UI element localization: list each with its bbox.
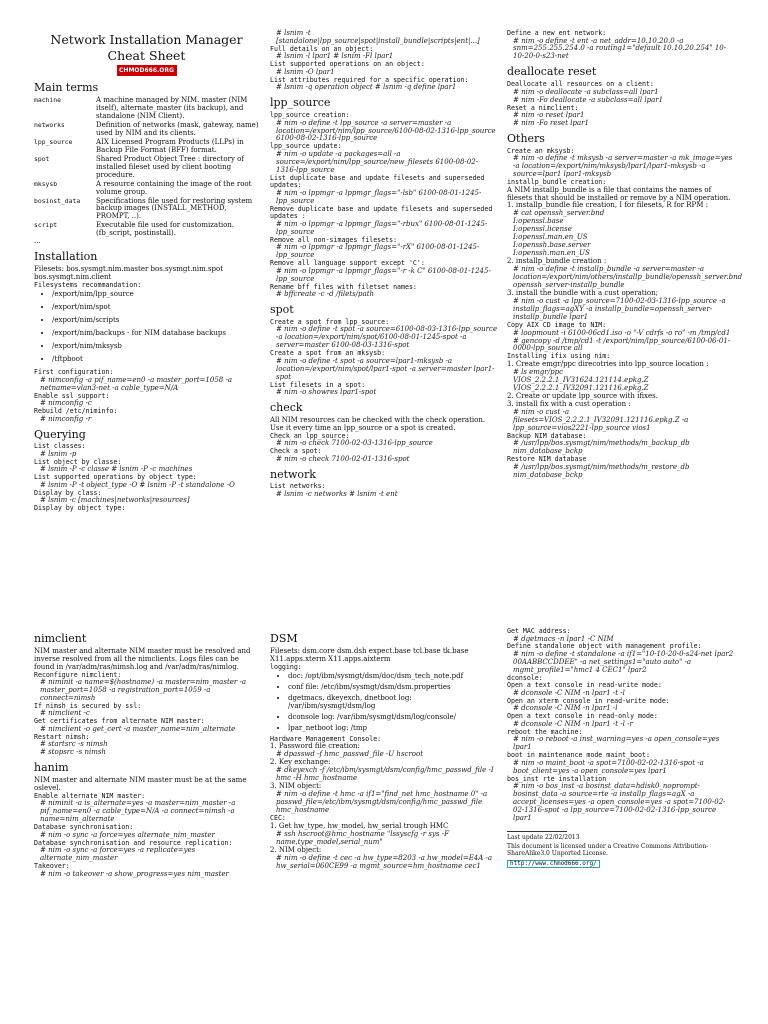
filesystems-label: Filesystems recommandation: (34, 280, 142, 289)
query-command: # lsnim -p (40, 449, 77, 458)
check-label: Check an lpp_source: (270, 431, 350, 440)
others-label: Backup NIM database: (507, 431, 587, 440)
others-command: # nim -o cust -a filesets=VIOS_2.2.2.1_IV32091.121116.epkg.Z -a lpp_source=vios2221-lpp_source vios1 (513, 407, 689, 432)
others-command: # gencopy -d /tmp/cd1 -t /export/nim/lpp_source/6100-06-01-0000-lpp_source all (513, 336, 731, 353)
dsm-command: # nim -o define -t cec -a hw_type=8203 -a hw_model=E4A -a hw_serial=060CE99 -a mgmt_source=hm_hostname cec1 (276, 853, 493, 870)
others-label: Create an mksysb: (507, 146, 575, 155)
lpp-command: # nim -o define -t lpp_source -a server=master -a location=/export/nim/lpp_source/6100-08-02-1316-lpp_source 6100-08-02-1316-lpp_source (276, 118, 496, 143)
spot-heading: spot (270, 303, 294, 317)
list-item: • conf file: /etc/ibm/sysmgt/dsm/dsm.properties (288, 684, 498, 692)
column-3-top (507, 29, 743, 480)
ssl-label: Enable ssl support: (34, 391, 110, 400)
ifix-file: VIOS_2.2.2.1_IV31624.121114.epkg.Z (513, 375, 649, 384)
dsm-label: Define standalone object with management profile: (507, 642, 702, 651)
term-definition: Shared Product Object Tree : directory of installed fileset used by client booting procedure. (96, 154, 244, 179)
lpp-source-heading: lpp_source (270, 96, 331, 110)
others-label: Restore NIM database (507, 455, 587, 464)
dsm-text: 1. Get hw_type, hw_model, hw_serial trough HMC (270, 821, 449, 830)
lpp-command: # nim -o update -a packages=all -a source=/export/nim/lpp_source/new_filesets 6100-08-02-1316-lpp_source (276, 149, 479, 174)
website-link[interactable]: http://www.chmod666.org/ (507, 860, 600, 869)
footer-divider (507, 831, 567, 832)
term-definition: A resource containing the image of the root volume group. (96, 179, 252, 196)
query-command: # lsnim -P -c classe # lsnim -P -c machines (40, 465, 193, 474)
nimclient-command: # nimclient -c (40, 709, 90, 718)
ent-network-label: Define a new ent network: (507, 29, 607, 37)
dsm-label: Open a text console in read-write mode: (507, 681, 662, 690)
bundle-line: I:openssl.man.en_US (513, 233, 588, 242)
others-text: 3. install fix with a cust operation : (507, 399, 631, 408)
dsm-command: # nim -o maint_boot -a spot=7100-02-02-1316-spot -a boot_client=yes -a open_console=yes lpar1 (513, 758, 704, 775)
dsm-filesets: Filesets: dsm.core dsm.dsh expect.base tcl.base tk.base X11.apps.xterm X11.apps.aixterm (270, 646, 469, 663)
rebuild-label: Rebuild /etc/niminfo: (34, 407, 118, 416)
bundle-line: I:openssl.base (513, 217, 564, 226)
nimclient-command: # stopsrc -s nimsh (40, 748, 106, 757)
hanim-command: # nim -o sync -a force=yes -a replicate=yes alternate_nim_master (40, 846, 196, 863)
bundle-line: I:openssh.man.en_US (513, 249, 590, 258)
last-update: Last update 22/02/2013 (507, 834, 580, 842)
hanim-label: Database synchronisation: (34, 823, 134, 832)
first-config-label: First configuration: (34, 368, 114, 377)
license-text: This document is licensed under a Creative Commons Attribution-ShareAlike3.0 Unported License. (507, 842, 709, 857)
term-key: networks (34, 120, 65, 129)
spot-label: Create a spot from lpp_source: (270, 317, 390, 326)
dsm-label: bos_inst rte installation (507, 774, 607, 783)
dsm-label: dconsole: (507, 673, 543, 682)
list-item: • /export/nim/spot (52, 304, 259, 312)
column-2-bottom (270, 628, 498, 870)
others-text: 2. Create or update lpp_source with ifixes. (507, 391, 658, 400)
ssl-command: # nimconfig -c (40, 399, 92, 408)
installation-filesets: Filesets: bos.sysmgt.nim.master bos.sysmgt.nim.spot bos.sysmgt.nim.client (34, 264, 224, 281)
others-command: # cat openssh_server.bnd (513, 209, 605, 218)
lpp-command: # nim -o lppmgr -a lppmgr_flags="-rbux" 6100-08-01-1245-lpp_source (276, 219, 488, 236)
first-config-command: # nimconfig -a pif_name=en0 -a master_port=1058 -a netname=vlan3-net -a cable_type=N/A (40, 375, 232, 392)
ops-label: List supported operations on an object: (270, 60, 425, 69)
dsm-command: # nim -o define -t hmc -a if1="find_net hmc_hostname 0" -a passwd_file=/etc/ibm/sysmgt/dsm/config/hmc_passwd_file hmc_hostname (276, 790, 488, 815)
term-definition: Definition of networks (mask, gateway, name) used by NIM and its clients. (96, 120, 259, 137)
dsm-command: # dconsole -C NIM -n lpar1 -t -l -r (513, 719, 633, 728)
lpp-label: Remove all language support except 'C': (270, 259, 425, 268)
nimclient-label: Restart nimsh: (34, 732, 90, 741)
lpp-label: lpp_source creation: (270, 111, 350, 120)
others-label: Installing ifix using nim: (507, 352, 611, 361)
dsm-logs-list (270, 673, 498, 733)
others-text: 1. installp_bundle file creation, I for filesets, R for RPM : (507, 201, 708, 210)
list-item: • /export/nim/mksysb (52, 343, 259, 351)
others-command: # loopmount -i 6100-06cd1.iso -o "-V cdrfs -o ro" -m /tmp/cd1 (513, 328, 731, 337)
hanim-label: Enable alternate NIM master: (34, 791, 146, 800)
others-command: # nim -o define -t mksysb -a server=master -a mk_image=yes -a location=/export/nim/mksysb/lpar1/lpar1-mksysb -a source=lpar1 lpar1-mksysb (513, 154, 733, 179)
hanim-label: Takeover: (34, 862, 70, 871)
column-2-top (270, 30, 498, 499)
cec-label: CEC: (270, 814, 286, 823)
list-item: • lpar_netboot log: /tmp (288, 725, 498, 733)
dsm-text: 3. NIM object: (270, 782, 322, 791)
check-text: All NIM resources can be checked with the check operation. Use it every time an lpp_source or a spot is created. (270, 415, 486, 432)
query-label: Display by object type: (34, 504, 126, 513)
hanim-command: # nim -o sync -a force=yes alternate_nim_master (40, 830, 215, 839)
query-label: List supported operations by object type: (34, 473, 197, 482)
dsm-command: # dkeyexch -f /etc/ibm/sysmgt/dsm/config/hmc_passwd_file -I hmc -H hmc_hostname (276, 766, 494, 783)
term-key: mksysb (34, 179, 58, 188)
filesystems-list (34, 291, 259, 364)
others-label: installp_bundle creation: (507, 178, 607, 187)
bundle-line: I:openssl.license (513, 225, 572, 234)
list-item: • /export/nim/backups - for NIM database backups (52, 330, 259, 338)
network-label: List networks: (270, 482, 326, 491)
hanim-label: Database synchronisation and resource replication: (34, 838, 233, 847)
term-key: bosinst_data (34, 196, 81, 205)
spot-command: # nim -o define -t spot -a source=6100-08-03-1316-lpp_source -a location=/export/nim/spot/6100-08-01-1245-spot -a server=master 6100-08-03-1316-spot (276, 325, 498, 350)
attrs-label: List attributes required for a specific operation: (270, 75, 469, 84)
query-command: # lsnim -c [machines|networks|resources] (40, 496, 190, 505)
nimclient-label: Reconfigure nimclient: (34, 670, 122, 679)
others-text: A NIM installp_bundle is a file that contains the names of filesets that should be installed or remove by a NIM operation. (507, 185, 731, 202)
spot-label: List filesets in a spot: (270, 380, 366, 389)
hanim-text: NIM master and alternate NIM master must be at the same oslevel. (34, 776, 247, 792)
lpp-label: Remove duplicate base and update filesets and superseded updates : (270, 204, 493, 221)
lpp-command: # nim -o lppmgr -a lppmgr_flags="-lsb" 6100-08-01-1245-lpp_source (276, 188, 482, 205)
page-title: Network Installation Manager Cheat Sheet (50, 32, 243, 63)
dsm-text: 2. Key exchange: (270, 758, 331, 767)
dsm-text: 2. NIM object: (270, 845, 322, 854)
query-label: List classes: (34, 442, 86, 451)
term-key: spot (34, 154, 50, 163)
dsm-label: Open an xterm console in read-write mode: (507, 696, 670, 705)
hanim-heading: hanim (34, 761, 69, 775)
lpp-label: Rename bff files with filetset names: (270, 282, 417, 291)
hmc-label: Hardware Management Console: (270, 734, 382, 743)
column-1-bottom (34, 628, 259, 879)
main-terms-heading: Main terms (34, 81, 99, 95)
lpp-label: lpp_source update: (270, 142, 342, 151)
others-label: Copy AIX CD image to NIM: (507, 321, 607, 330)
ifix-file: VIOS_2.2.2.1_IV32091.121116.epkg.Z (513, 383, 649, 392)
details-label: Full details on an object: (270, 44, 374, 53)
nimclient-label: If nimsh is secured by ssl: (34, 701, 142, 710)
dsm-command: # dconsole -C NIM -n lpar1 -l (513, 704, 618, 713)
dealloc-command: # nim -o deallocate -a subclass=all lpar1 (513, 87, 659, 96)
nimclient-label: Get certificates from alternate NIM master: (34, 717, 205, 726)
spot-label: Create a spot from an mksysb: (270, 349, 386, 358)
dsm-command: # nim -o define -t standalone -a if1="10-10-20-0-s24-net lpar2 00AABBCCDDEE" -a net_settings1="auto auto" -a mgmt_profile1="hmc1 4 CEC1" lpar2 (513, 650, 734, 674)
spot-command: # nim -o define -t spot -a source=lpar1-mksysb -a location=/export/nim/spot/lpar1-spot -a server=master lpar1-spot (276, 356, 495, 381)
list-item: • /export/nim/scripts (52, 317, 259, 325)
hanim-command: # nim -o takeover -a show_progress=yes nim_master (40, 869, 229, 878)
rebuild-command: # nimconfig -r (40, 414, 92, 423)
nimclient-command: # startsrc -s nimsh (40, 740, 108, 749)
query-label: Display by class: (34, 488, 102, 497)
lpp-label: Remove all non-simages filesets: (270, 235, 398, 244)
spot-command: # nim -o showres lpar1-spot (276, 388, 377, 397)
dsm-command: # nim -o reboot -a inst_warning=yes -a open_console=yes lpar1 (513, 735, 720, 752)
check-command: # nim -o check 7100-02-03-1316-lpp_source (276, 439, 433, 448)
nimclient-command: # nimclient -o get_cert -a master_name=nim_alternate (40, 724, 236, 733)
term-definition: Specifications file used for restoring system backup images (INSTALL_METHOD, PROMPT, ..). (96, 196, 253, 221)
lsnim-type-command: # lsnim -t [standalone|lpp_source|spot|install_bundle|scripts|ent|...] (276, 29, 480, 45)
check-label: Check a spot: (270, 447, 322, 456)
others-command: # nim -o define -t installp_bundle -a server=master -a location=/export/nim/others/installp_bundle/openssh_server.bnd openssh_server-installp_bundle (513, 265, 743, 290)
lpp-command: # nim -o lppmgr -a lppmgr_flags="-r -k C" 6100-08-01-1245-lpp_source (276, 266, 491, 283)
reset-command: # nim -Fo reset lpar1 (513, 119, 589, 127)
others-text: 3. install the bundle with a cust operation; (507, 289, 658, 298)
reset-command: # nim -o reset lpar1 (513, 111, 585, 120)
others-command: # /usr/lpp/bos.sysmgt/nim/methods/m_restore_db nim_database_bckp (513, 462, 690, 479)
dsm-command: # nim -o bos_inst -a bosinst_data=hdisk0_noprompt-bosinst_data -a source=rte -a installp_flags=agX -a accept_licenses=yes -a open_console=yes -a spot=7100-02-02-1316-spot -a lpp_source=7100-02-02-1316-lpp_source lpar1 (513, 782, 726, 823)
hanim-command: # niminit -a is_alternate=yes -a master=nim_master -a pif_name=en0 -a cable_type=N/A -a connect=nimsh -a name=nim_alternate (40, 799, 236, 824)
dsm-command: # dpasswd -f hmc_passwd_file -U hscroot (276, 750, 424, 759)
dsm-logging-label: logging: (270, 662, 302, 671)
ops-command: # lsnim -O lpar1 (276, 67, 335, 76)
details-command: # lsnim -l lpar1 # lsnim -Fl lpar1 (276, 52, 394, 61)
column-3-bottom (507, 628, 735, 868)
lpp-label: List duplicate base and update filesets and superseded updates: (270, 173, 485, 190)
lpp-command: # bffcreate -c -d /filets/path (276, 290, 375, 299)
check-command: # nim -o check 7100-02-01-1316-spot (276, 454, 410, 463)
bundle-line: I:openssh.base.server (513, 241, 591, 250)
deallocate-heading: deallocate reset (507, 65, 597, 79)
list-item: • /export/nim/lpp_source (52, 291, 259, 299)
term-definition: Executable file used for customization. (fb_script, postinstall). (96, 221, 235, 238)
term-key: script (34, 221, 58, 230)
dsm-command: # dconsole -C NIM -n lpar1 -t -l (513, 688, 625, 697)
dealloc-command: # nim -Fo deallocate -a subclass=all lpar1 (513, 95, 664, 104)
nimclient-command: # niminit -a name=$(hostname) -a master=nim_master -a master_port=1058 -a registration_port=1059 -a connect=nimsh (40, 678, 247, 702)
others-command: # nim -o cust -a lpp_source=7100-02-03-1316-lpp_source -a installp_flags=agXY -a installp_bundle=openssh_server-installp_bundle lpar1 (513, 297, 726, 322)
others-command: # ls emgr/ppc (513, 367, 563, 376)
query-label: List object by classe: (34, 457, 122, 466)
dsm-command: # ssh hscroot@hmc_hostname "lssyscfg -r sys -F name,type_model,serial_num" (276, 829, 449, 846)
check-heading: check (270, 401, 303, 415)
dsm-heading: DSM (270, 632, 298, 645)
column-1-top (34, 30, 259, 513)
querying-heading: Querying (34, 427, 86, 441)
chmod666-logo[interactable]: CHMOD666.ORG (117, 65, 177, 76)
dsm-label: Get MAC address: (507, 627, 571, 635)
list-item: • dconsole log: /var/ibm/sysmgt/dsm/log/console/ (288, 714, 498, 722)
nimclient-text: NIM master and alternate NIM master must be resolved and inverse resolved from all the nimclients. Logs files can be found in /var/adm/ras/nimsh.log and /var/adm/ras/nimlog. (34, 646, 251, 671)
list-item: • doc: /opt/ibm/sysmgt/dsm/doc/dsm_tech_note.pdf (288, 673, 498, 681)
installation-heading: Installation (34, 250, 98, 264)
term-key: machine (34, 95, 61, 104)
dealloc-label: Deallocate all resources on a client: (507, 80, 654, 89)
dsm-text: 1. Password file creation: (270, 742, 360, 751)
network-command: # lsnim -c networks # lsnim -t ent (276, 489, 398, 498)
nimclient-heading: nimclient (34, 632, 87, 645)
dsm-label: boot in maintenance mode maint_boot: (507, 751, 650, 760)
list-item: • dgetmacs, dkeyexch, dnetboot log: /var/ibm/sysmgt/dsm/log (288, 695, 498, 711)
dsm-label: reboot the machine: (507, 727, 583, 736)
dsm-label: Open a text console in read-only mode: (507, 712, 658, 721)
lpp-command: # nim -o lppmgr -a lppmgr_flags="-rX" 6100-08-01-1245-lpp_source (276, 243, 480, 260)
dsm-command: # dgetmacs -n lpar1 -C NIM (513, 634, 614, 643)
reset-label: Reset a nimclient: (507, 103, 579, 112)
network-heading: network (270, 467, 316, 481)
list-item: • /tftpboot (52, 356, 259, 364)
others-text: 2. installp_bundle creation : (507, 257, 607, 266)
query-command: # lsnim -P -t object_type -O # lsnim -P -t standalone -O (40, 480, 235, 489)
term-definition: AIX Licensed Program Products (LLPs) in Backup File Format (BFF) format. (96, 137, 244, 154)
term-key: lpp_source (34, 137, 73, 146)
attrs-command: # lsnim -q operation object # lsnim -q define lpar1 (276, 83, 457, 92)
others-heading: Others (507, 131, 545, 145)
main-terms-list (34, 97, 259, 238)
others-command: # /usr/lpp/bos.sysmgt/nim/methods/m_backup_db nim_database_bckp (513, 439, 690, 456)
ent-network-command: # nim -o define -t ent -a net_addr=10.10.20.0 -a snm=255.255.254.0 -a routing1="default 10.10.20.254" 10-10-20-0-s23-net (513, 36, 727, 61)
others-text: 1. Create emgr/ppc direcotries into lpp_source location : (507, 359, 709, 368)
terms-ellipsis: ... (34, 237, 41, 246)
term-definition: A machine managed by NIM. master (NIM itself), alternate_master (its backup), and standalone (NIM Client). (96, 95, 248, 120)
